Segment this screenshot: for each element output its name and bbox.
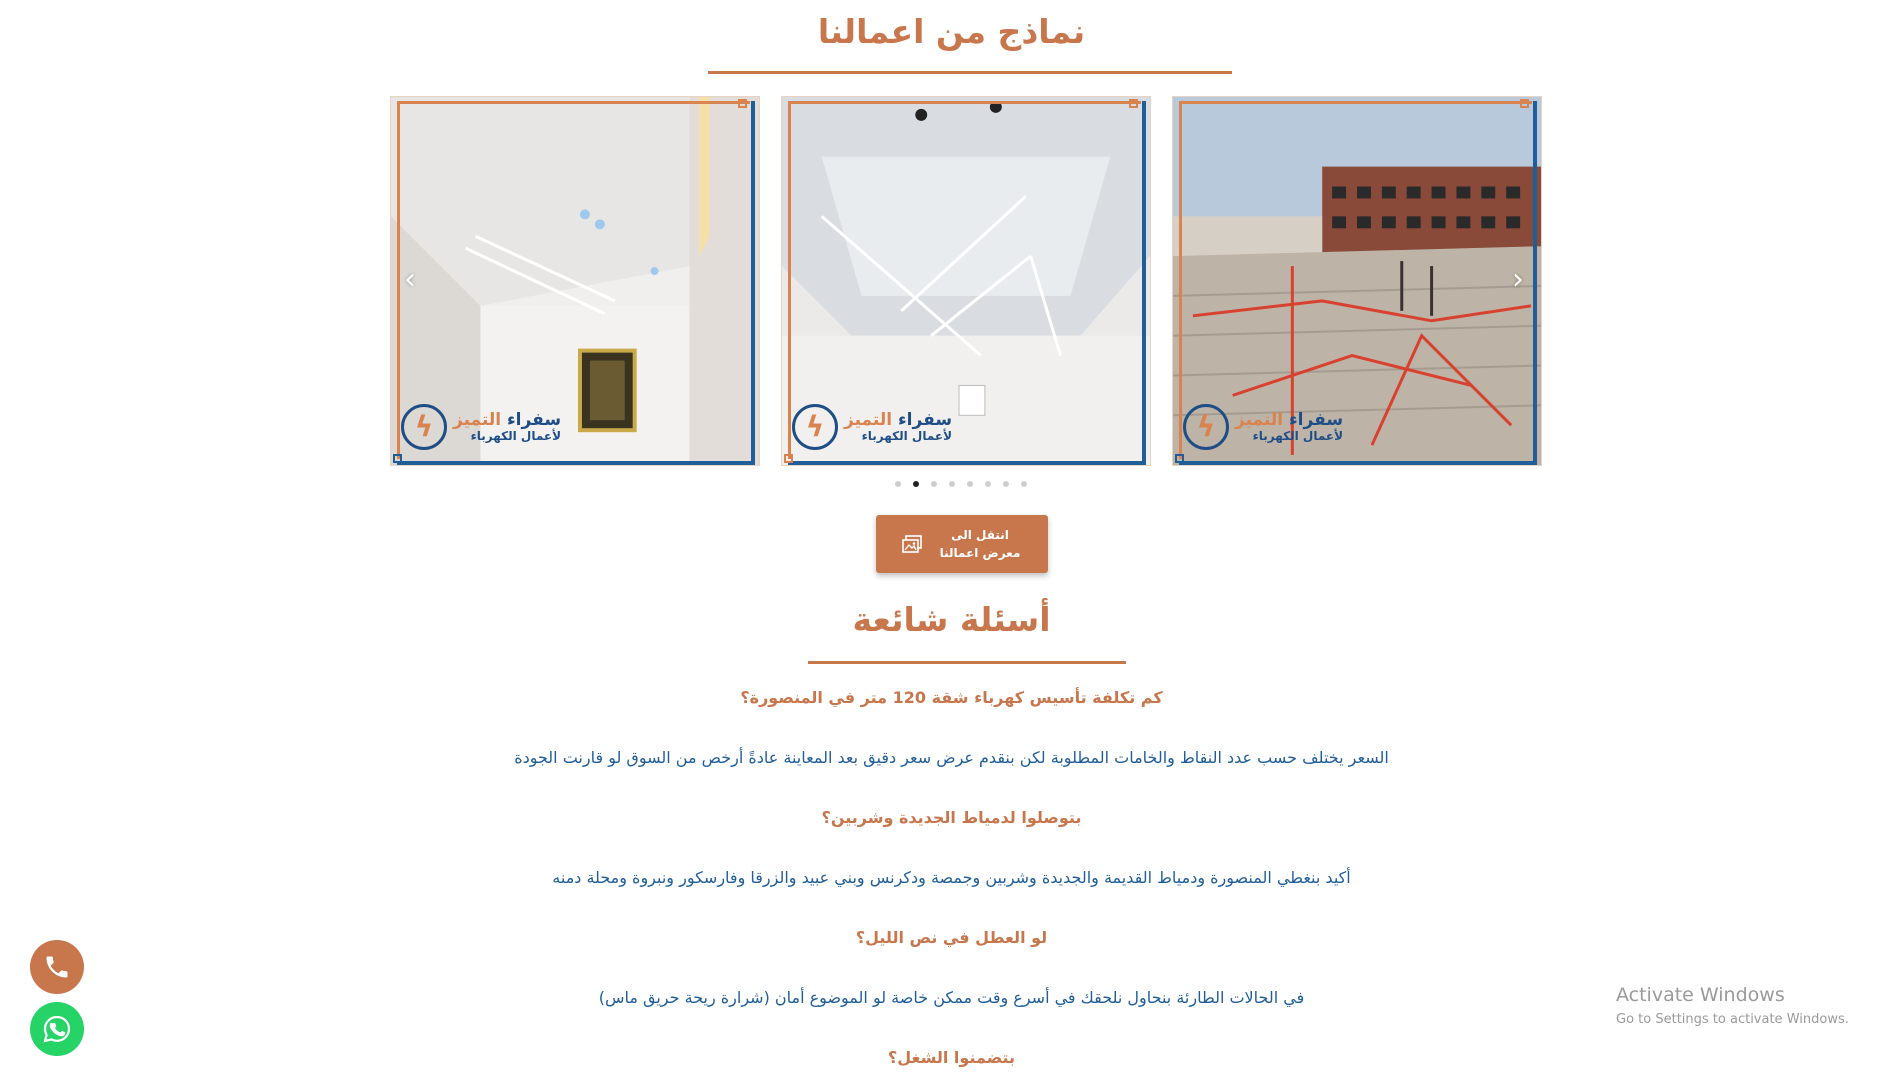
carousel-dot[interactable]	[949, 481, 955, 487]
works-title-underline	[708, 71, 1232, 74]
bolt-logo-icon: ϟ	[792, 404, 838, 450]
corner-square	[393, 454, 402, 463]
whatsapp-icon	[41, 1013, 73, 1045]
gallery-button-label: انتقل الى معرض اعمالنا	[939, 528, 1021, 560]
carousel-prev-arrow-icon[interactable]: ‹	[404, 262, 416, 297]
carousel-dot[interactable]	[895, 481, 901, 487]
activate-windows-watermark	[1616, 984, 1849, 1027]
bolt-logo-icon: ϟ	[401, 404, 447, 450]
logo-name-part-a: سفراء	[1288, 410, 1344, 431]
logo-subtitle: لأعمال الكهرباء	[1252, 428, 1344, 443]
carousel-dot[interactable]	[967, 481, 973, 487]
logo-subtitle: لأعمال الكهرباء	[861, 428, 953, 443]
watermark-line-2: Go to Settings to activate Windows.	[1616, 1012, 1849, 1027]
carousel-pagination	[895, 481, 1027, 487]
faq-answer-2: أكيد بنغطي المنصورة ودمياط القديمة والجديدة وشربين وجمصة ودكرنس وبني عبيد والزرقا وفارسكور ونبروة ومحلة دمنه	[552, 868, 1351, 887]
carousel-dot[interactable]	[1021, 481, 1027, 487]
carousel-dot[interactable]	[1003, 481, 1009, 487]
brand-logo	[1183, 403, 1343, 451]
carousel-next-arrow-icon[interactable]: ›	[1512, 262, 1524, 297]
images-icon	[902, 535, 922, 553]
phone-icon	[43, 953, 71, 981]
carousel-dot[interactable]	[985, 481, 991, 487]
brand-logo	[401, 403, 561, 451]
gallery-button[interactable]	[876, 515, 1048, 573]
brand-logo	[792, 403, 952, 451]
carousel-dot[interactable]	[913, 481, 919, 487]
call-button[interactable]	[30, 940, 84, 994]
works-title: نماذج من اعمالنا	[817, 12, 1086, 51]
faq-answer-1: السعر يختلف حسب عدد النقاط والخامات المطلوبة لكن بنقدم عرض سعر دقيق بعد المعاينة عادةً أرخص من السوق لو قارنت الجودة	[514, 748, 1389, 767]
carousel-dot[interactable]	[931, 481, 937, 487]
faq-question-3[interactable]: لو العطل في نص الليل؟	[855, 928, 1048, 947]
bolt-logo-icon: ϟ	[1183, 404, 1229, 450]
logo-name-part-b: التميز	[1235, 410, 1284, 431]
faq-question-1[interactable]: كم تكلفة تأسيس كهرباء شقة 120 متر في المنصورة؟	[740, 688, 1163, 707]
faq-title: أسئلة شائعة	[852, 600, 1051, 639]
whatsapp-button[interactable]	[30, 1002, 84, 1056]
corner-square	[738, 99, 747, 108]
corner-square	[1175, 454, 1184, 463]
faq-question-4[interactable]: بتضمنوا الشغل؟	[887, 1048, 1015, 1067]
gallery-card-3[interactable]	[1172, 96, 1542, 466]
logo-name-part-a: سفراء	[897, 410, 953, 431]
corner-square	[1520, 99, 1529, 108]
gallery-card-1[interactable]	[390, 96, 760, 466]
faq-question-2[interactable]: بتوصلوا لدمياط الجديدة وشربين؟	[821, 808, 1082, 827]
faq-answer-3: في الحالات الطارئة بنحاول نلحقك في أسرع وقت ممكن خاصة لو الموضوع أمان (شرارة ريحة حريق ماس)	[598, 988, 1305, 1007]
logo-name-part-b: التميز	[844, 410, 893, 431]
corner-square	[784, 454, 793, 463]
faq-title-underline	[808, 661, 1126, 664]
gallery-card-2[interactable]	[781, 96, 1151, 466]
logo-name-part-b: التميز	[453, 410, 502, 431]
watermark-line-1: Activate Windows	[1616, 984, 1785, 1006]
corner-square	[1129, 99, 1138, 108]
logo-subtitle: لأعمال الكهرباء	[470, 428, 562, 443]
logo-name-part-a: سفراء	[506, 410, 562, 431]
